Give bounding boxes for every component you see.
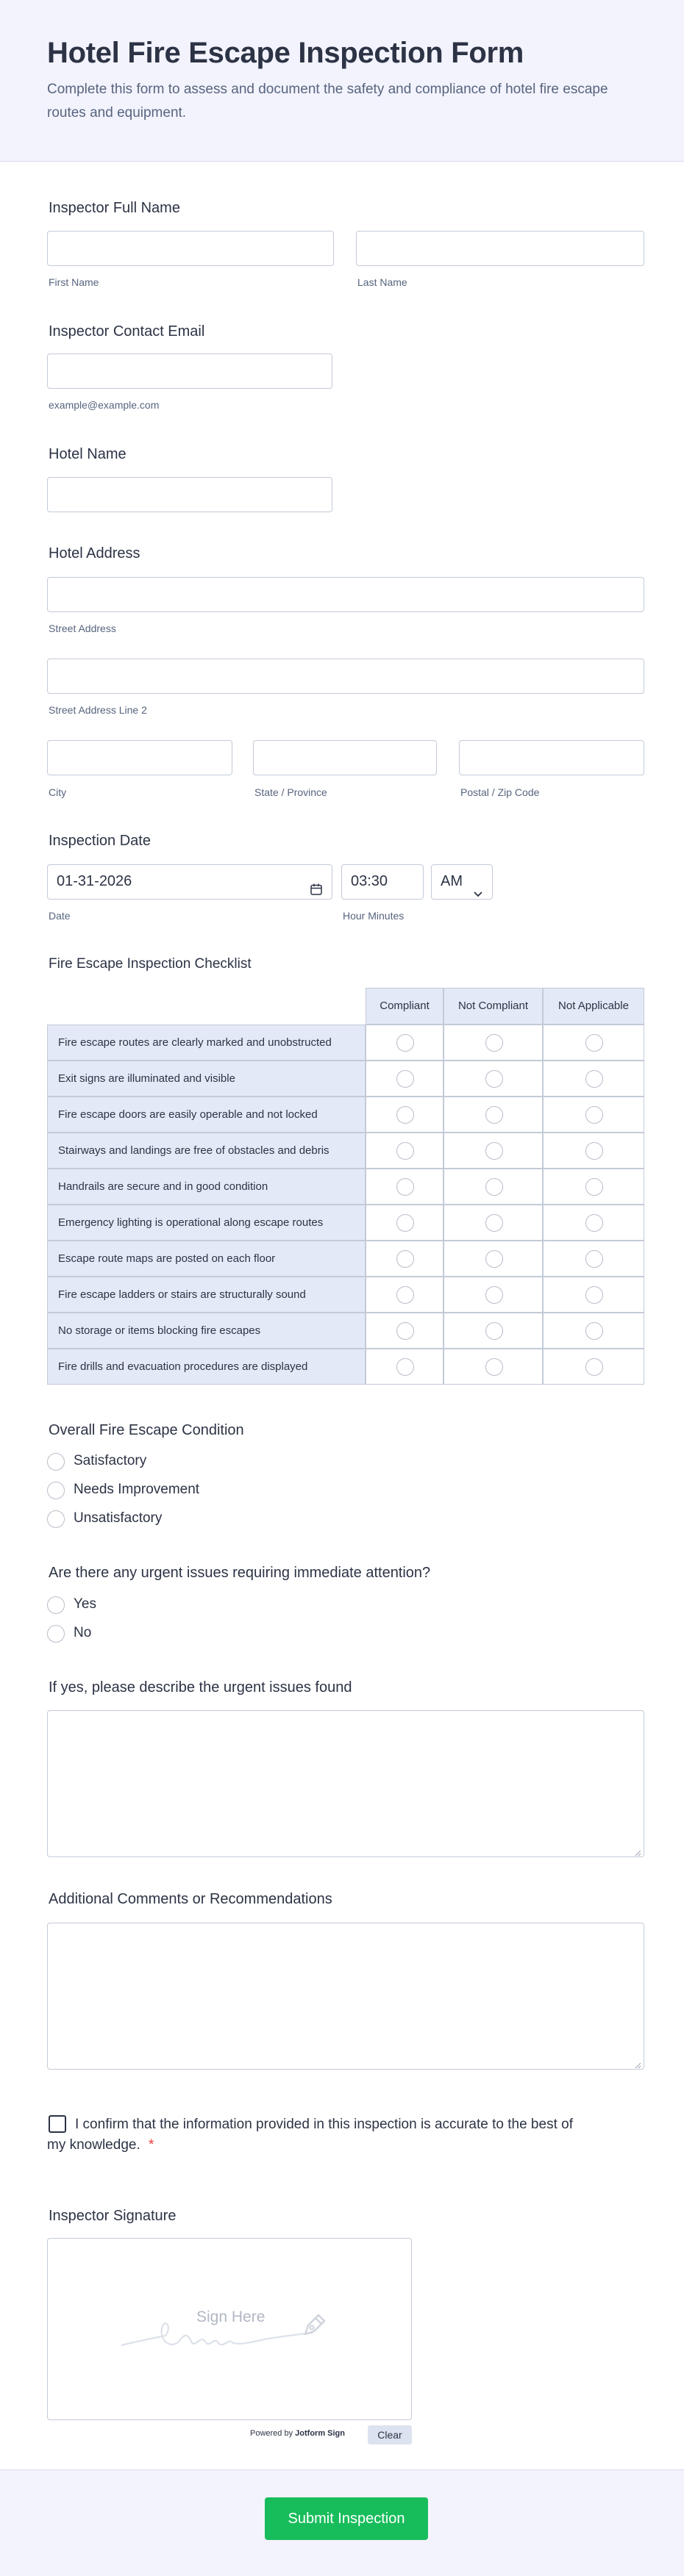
hotel-name-label: Hotel Name <box>49 446 127 462</box>
checklist-label: Fire Escape Inspection Checklist <box>49 956 252 972</box>
radio-circle[interactable] <box>47 1510 65 1528</box>
matrix-radio[interactable] <box>485 1106 503 1124</box>
submit-button[interactable]: Submit Inspection <box>265 2497 428 2540</box>
street-address-line2-input[interactable] <box>47 659 644 694</box>
matrix-radio[interactable] <box>585 1178 603 1196</box>
matrix-cell[interactable] <box>543 1061 644 1097</box>
matrix-cell[interactable] <box>366 1313 443 1349</box>
street-address-sublabel: Street Address <box>49 623 116 634</box>
matrix-cell[interactable] <box>543 1025 644 1061</box>
pen-icon <box>299 2309 330 2340</box>
matrix-row-label: Fire escape routes are clearly marked and unobstructed <box>47 1025 366 1061</box>
matrix-radio[interactable] <box>585 1034 603 1052</box>
matrix-row-label: Emergency lighting is operational along escape routes <box>47 1205 366 1241</box>
matrix-radio[interactable] <box>485 1358 503 1376</box>
city-input[interactable] <box>47 740 232 775</box>
matrix-radio[interactable] <box>396 1142 414 1160</box>
matrix-radio[interactable] <box>396 1034 414 1052</box>
resize-handle-icon[interactable] <box>634 2059 641 2067</box>
matrix-radio[interactable] <box>485 1070 503 1088</box>
matrix-cell[interactable] <box>543 1097 644 1133</box>
hotel-name-input[interactable] <box>47 477 332 512</box>
last-name-sublabel: Last Name <box>357 276 407 288</box>
urgent-description-label: If yes, please describe the urgent issues found <box>49 1679 352 1696</box>
matrix-radio[interactable] <box>485 1034 503 1052</box>
matrix-cell[interactable] <box>543 1277 644 1313</box>
inspection-date-label: Inspection Date <box>49 833 151 849</box>
urgent-description-textarea[interactable] <box>47 1710 644 1857</box>
matrix-radio[interactable] <box>396 1070 414 1088</box>
matrix-radio[interactable] <box>485 1250 503 1268</box>
street-address-line2-sublabel: Street Address Line 2 <box>49 704 147 716</box>
matrix-row-label: Exit signs are illuminated and visible <box>47 1061 366 1097</box>
time-input[interactable] <box>341 864 424 900</box>
confirm-text <box>47 2114 577 2156</box>
matrix-column-header: Not Applicable <box>543 988 644 1025</box>
matrix-cell[interactable] <box>543 1169 644 1205</box>
matrix-radio[interactable] <box>485 1322 503 1340</box>
date-sublabel: Date <box>49 910 71 922</box>
matrix-row-label: Fire escape ladders or stairs are structurally sound <box>47 1277 366 1313</box>
time-sublabel: Hour Minutes <box>343 910 405 922</box>
signature-pad[interactable] <box>47 2238 412 2420</box>
chevron-down-icon <box>473 878 483 886</box>
option-label: Yes <box>74 1596 96 1612</box>
matrix-cell[interactable] <box>443 1205 543 1241</box>
matrix-cell[interactable] <box>366 1097 443 1133</box>
matrix-cell[interactable] <box>366 1241 443 1277</box>
matrix-radio[interactable] <box>396 1250 414 1268</box>
matrix-cell[interactable] <box>443 1025 543 1061</box>
matrix-row-label: Handrails are secure and in good condition <box>47 1169 366 1205</box>
signature-placeholder: Sign Here <box>196 2308 266 2325</box>
matrix-radio[interactable] <box>585 1214 603 1232</box>
state-sublabel: State / Province <box>254 786 327 798</box>
radio-circle[interactable] <box>47 1453 65 1471</box>
required-asterisk: * <box>149 2137 154 2153</box>
email-sublabel: example@example.com <box>49 399 160 411</box>
state-input[interactable] <box>253 740 437 775</box>
signature-scribble <box>48 2239 413 2421</box>
comments-textarea[interactable] <box>47 1923 644 2070</box>
option-label: Satisfactory <box>74 1453 147 1468</box>
first-name-sublabel: First Name <box>49 276 99 288</box>
ampm-select[interactable] <box>431 864 493 900</box>
comments-label: Additional Comments or Recommendations <box>49 1891 332 1907</box>
page-description: Complete this form to assess and document the safety and compliance of hotel fire escape routes and equipment. <box>47 82 608 121</box>
matrix-radio[interactable] <box>585 1250 603 1268</box>
matrix-radio[interactable] <box>585 1358 603 1376</box>
matrix-cell[interactable] <box>443 1349 543 1385</box>
matrix-radio[interactable] <box>585 1142 603 1160</box>
matrix-cell[interactable] <box>443 1313 543 1349</box>
matrix-radio[interactable] <box>396 1214 414 1232</box>
matrix-radio[interactable] <box>485 1214 503 1232</box>
form-header <box>0 0 684 162</box>
option-label: Needs Improvement <box>74 1482 200 1497</box>
page-title: Hotel Fire Escape Inspection Form <box>47 37 524 69</box>
matrix-cell[interactable] <box>543 1205 644 1241</box>
matrix-row-label: Fire drills and evacuation procedures are displayed <box>47 1349 366 1385</box>
email-label: Inspector Contact Email <box>49 323 205 340</box>
matrix-cell[interactable] <box>443 1169 543 1205</box>
confirm-label: I confirm that the information provided in this inspection is accurate to the best of my knowledge. <box>47 2117 573 2153</box>
matrix-cell[interactable] <box>443 1133 543 1169</box>
matrix-cell[interactable] <box>443 1061 543 1097</box>
matrix-cell[interactable] <box>366 1277 443 1313</box>
matrix-radio[interactable] <box>485 1286 503 1304</box>
radio-circle[interactable] <box>47 1625 65 1643</box>
matrix-radio[interactable] <box>396 1358 414 1376</box>
matrix-radio[interactable] <box>396 1286 414 1304</box>
matrix-radio[interactable] <box>585 1106 603 1124</box>
matrix-cell[interactable] <box>366 1133 443 1169</box>
option-label: Unsatisfactory <box>74 1510 163 1526</box>
matrix-cell[interactable] <box>543 1133 644 1169</box>
first-name-input[interactable] <box>47 231 334 266</box>
signature-label: Inspector Signature <box>49 2208 177 2224</box>
matrix-cell[interactable] <box>366 1349 443 1385</box>
matrix-column-header: Compliant <box>366 988 443 1025</box>
email-input[interactable] <box>47 354 332 389</box>
radio-circle[interactable] <box>47 1596 65 1614</box>
date-value: 01-31-2026 <box>57 873 132 889</box>
option-label: No <box>74 1625 92 1640</box>
matrix-cell[interactable] <box>366 1025 443 1061</box>
clear-signature-button[interactable]: Clear <box>368 2425 412 2444</box>
street-address-input[interactable] <box>47 577 644 612</box>
powered-brand[interactable]: Jotform Sign <box>295 2429 345 2438</box>
time-value: 03:30 <box>351 873 388 889</box>
matrix-column-header: Not Compliant <box>443 988 543 1025</box>
matrix-cell[interactable] <box>443 1097 543 1133</box>
condition-label: Overall Fire Escape Condition <box>49 1422 244 1438</box>
zip-input[interactable] <box>459 740 644 775</box>
matrix-cell[interactable] <box>443 1277 543 1313</box>
urgent-label: Are there any urgent issues requiring immediate attention? <box>49 1565 431 1581</box>
matrix-cell[interactable] <box>543 1241 644 1277</box>
last-name-input[interactable] <box>356 231 644 266</box>
matrix-radio[interactable] <box>585 1286 603 1304</box>
matrix-radio[interactable] <box>585 1322 603 1340</box>
hotel-address-label: Hotel Address <box>49 545 140 562</box>
matrix-radio[interactable] <box>485 1178 503 1196</box>
date-input[interactable] <box>47 864 332 900</box>
matrix-cell[interactable] <box>366 1061 443 1097</box>
city-sublabel: City <box>49 786 67 798</box>
resize-handle-icon[interactable] <box>634 1847 641 1854</box>
matrix-radio[interactable] <box>396 1106 414 1124</box>
inspector-name-label: Inspector Full Name <box>49 200 180 216</box>
matrix-cell[interactable] <box>443 1241 543 1277</box>
matrix-radio[interactable] <box>396 1322 414 1340</box>
matrix-row-label: Fire escape doors are easily operable and not locked <box>47 1097 366 1133</box>
calendar-icon[interactable] <box>310 875 323 889</box>
matrix-radio[interactable] <box>485 1142 503 1160</box>
matrix-row-label: Stairways and landings are free of obstacles and debris <box>47 1133 366 1169</box>
matrix-radio[interactable] <box>396 1178 414 1196</box>
matrix-cell[interactable] <box>366 1205 443 1241</box>
ampm-value: AM <box>441 873 463 889</box>
matrix-cell[interactable] <box>543 1313 644 1349</box>
zip-sublabel: Postal / Zip Code <box>460 786 540 798</box>
matrix-row-label: Escape route maps are posted on each floor <box>47 1241 366 1277</box>
matrix-radio[interactable] <box>585 1070 603 1088</box>
matrix-row-label: No storage or items blocking fire escapes <box>47 1313 366 1349</box>
matrix-cell[interactable] <box>543 1349 644 1385</box>
powered-prefix: Powered by <box>250 2429 293 2438</box>
powered-by <box>250 2429 345 2438</box>
matrix-cell[interactable] <box>366 1169 443 1205</box>
radio-circle[interactable] <box>47 1482 65 1499</box>
